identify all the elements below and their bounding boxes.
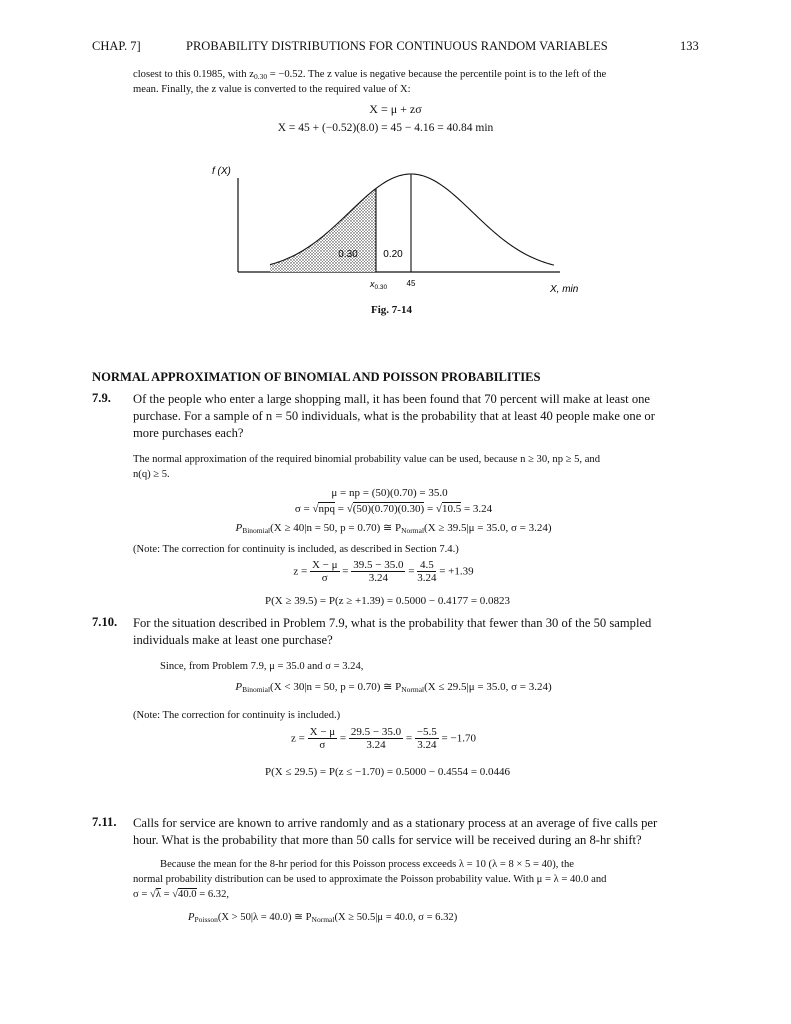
p710-answer-line-1: Since, from Problem 7.9, μ = 35.0 and σ = 3.24,: [160, 661, 364, 672]
p710-question-line-2: individuals make at least one purchase?: [133, 633, 333, 647]
p711-question-line-1: Calls for service are known to arrive randomly and as a stationary process at an average of five calls per: [133, 816, 658, 830]
p710-question-line-1: For the situation described in Problem 7.9, what is the probability that fewer than 30 of the 50 sampled: [133, 616, 652, 630]
equation-x-mu-z-sigma: X = μ + zσ: [369, 102, 422, 116]
normal-curve-figure: [200, 160, 600, 300]
p79-question-line-3: more purchases each?: [133, 426, 244, 440]
area-label-020: 0.20: [383, 249, 403, 260]
problem-number-7-9: 7.9.: [92, 391, 111, 405]
p711-answer-line-3: σ = √λ = √40.0 = 6.32,: [133, 889, 230, 900]
p710-note: (Note: The correction for continuity is included.): [133, 710, 341, 721]
p79-answer-line-2: n(q) ≥ 5.: [133, 469, 170, 480]
area-label-030: 0.30: [338, 249, 358, 260]
p711-answer-line-1: Because the mean for the 8-hr period for this Poisson process exceeds λ = 10 (λ = 8 × 5 = 40), the: [160, 859, 574, 870]
p711-answer-line-2: normal probability distribution can be used to approximate the Poisson probability value. With μ = λ = 40.0 and: [133, 874, 607, 885]
p79-question-line-2: purchase. For a sample of n = 50 individuals, what is the probability that at least 40 people make one or: [133, 409, 655, 423]
p79-eq-sigma: σ = √npq = √(50)(0.70)(0.30) = √10.5 = 3.24: [294, 503, 493, 515]
p79-eq-approx: $P_{Binomial}(X \ge 40|n = 50$, p = 0.70) ≅ $P_{Normal}(X \ge 39.5|\mu = 35.0$, σ = 3.24): [235, 522, 552, 535]
problem-number-7-11: 7.11.: [92, 815, 117, 829]
equation-x-value: X = 45 + (−0.52)(8.0) = 45 − 4.16 = 40.84 min: [277, 122, 494, 134]
p79-question-line-1: Of the people who enter a large shopping mall, it has been found that 70 percent will make at least one: [133, 392, 651, 406]
p79-eq-mu: μ = np = (50)(0.70) = 35.0: [331, 487, 448, 499]
p79-eq-z: z = $\frac{X - \mu}{\sigma}$ = $\frac{39.5 - 35.0}{3.24}$ = $\frac{4.5}{3.24}$ = +1.39: [293, 559, 474, 584]
y-axis-label: f (X): [212, 166, 231, 177]
running-head-chapter: CHAP. 7]: [92, 39, 141, 53]
figure-caption: Fig. 7-14: [371, 304, 412, 316]
running-head-title: PROBABILITY DISTRIBUTIONS FOR CONTINUOUS RANDOM VARIABLES: [186, 39, 608, 53]
p710-eq-probability: P(X ≤ 29.5) = P(z ≤ −1.70) = 0.5000 − 0.4554 = 0.0446: [264, 766, 511, 778]
p79-eq-probability: P(X ≥ 39.5) = P(z ≥ +1.39) = 0.5000 − 0.4177 = 0.0823: [264, 595, 511, 607]
p79-note: (Note: The correction for continuity is included, as described in Section 7.4.): [133, 544, 459, 555]
intro-line-2: mean. Finally, the z value is converted to the required value of X:: [133, 84, 411, 95]
tick-x030: $x_{0.30}$: [370, 279, 388, 291]
section-title: NORMAL APPROXIMATION OF BINOMIAL AND POISSON PROBABILITIES: [92, 370, 541, 384]
tick-45: 45: [406, 279, 416, 288]
x-axis-label: X, min: [550, 284, 579, 295]
p710-eq-z: z = $\frac{X - \mu}{\sigma}$ = $\frac{29.5 - 35.0}{3.24}$ = $\frac{-5.5}{3.24}$ = −1.70: [291, 726, 476, 751]
page-number: 133: [680, 39, 699, 53]
p711-question-line-2: hour. What is the probability that more than 50 calls for service will be received during an 8-hr shift?: [133, 833, 642, 847]
intro-line-1: closest to this 0.1985, with $z_{0.30} = -0.52$. The z value is negative because the percentile point is to the left of the: [133, 69, 607, 81]
problem-number-7-10: 7.10.: [92, 615, 118, 629]
p710-eq-approx: $P_{Binomial}(X < 30|n = 50$, p = 0.70) ≅ $P_{Normal}(X \le 29.5|\mu = 35.0$, σ = 3.24): [235, 681, 552, 694]
p79-answer-line-1: The normal approximation of the required binomial probability value can be used, because n ≥ 30, np ≥ 5, and: [133, 454, 601, 465]
p711-eq-approx: $P_{Poisson}(X > 50|\lambda = 40.0)$ ≅ $P_{Normal}(X \ge 50.5|\mu = 40.0$, σ = 6.32): [188, 912, 458, 924]
